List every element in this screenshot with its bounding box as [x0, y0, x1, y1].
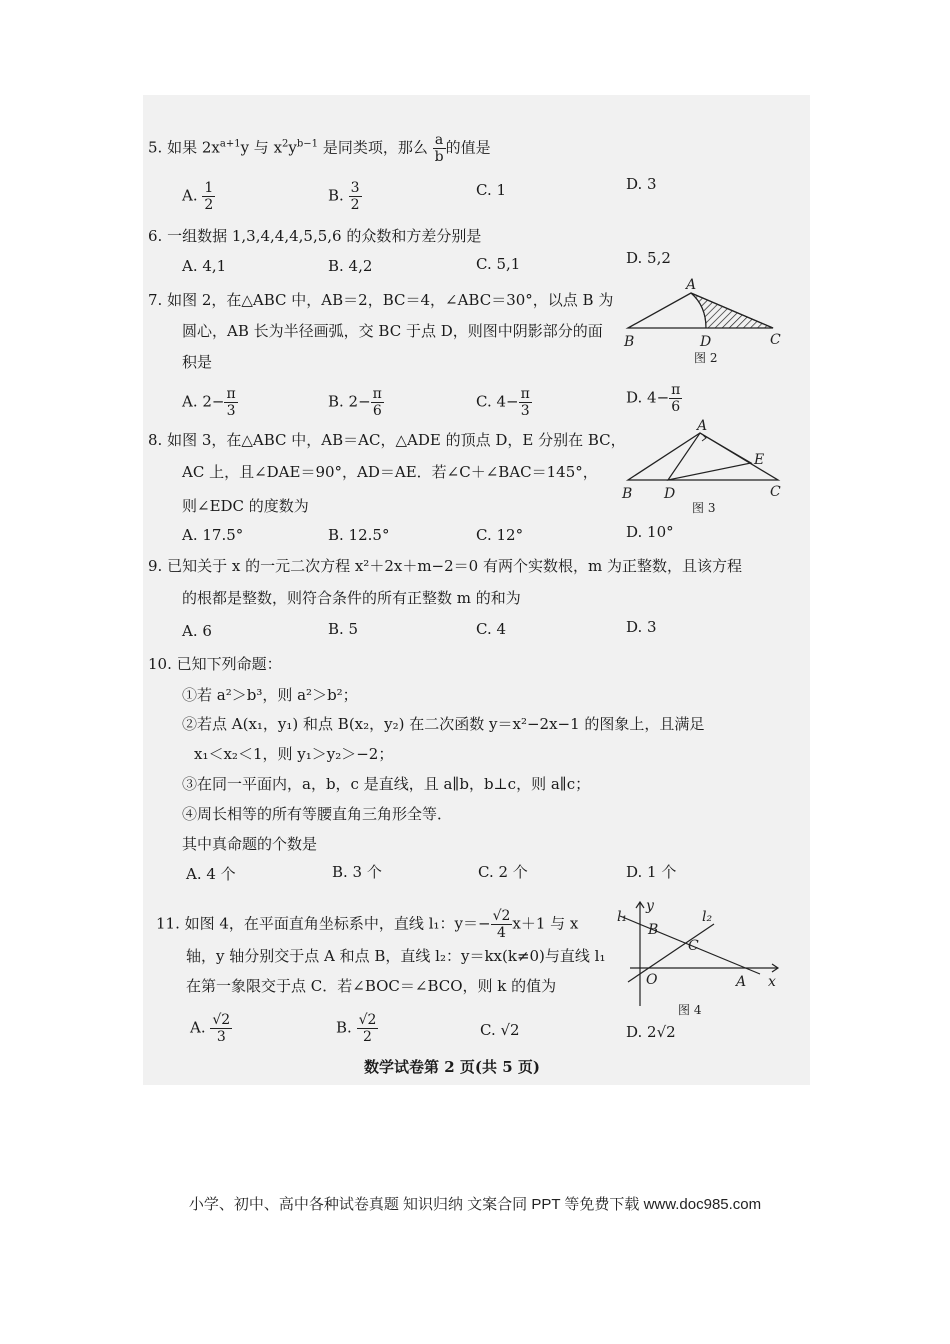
- q6-option-c: C. 5,1: [476, 255, 521, 273]
- label-d: D: [664, 486, 676, 502]
- q7-option-b: B. 2− $\frac{\pi}{6}$: [328, 386, 382, 419]
- q9-line-1: 9. 已知关于 x 的一元二次方程 x²＋2x＋m−2＝0 有两个实数根，m 为正整数，且该方程: [148, 557, 742, 575]
- q9-option-c: C. 4: [476, 620, 507, 638]
- download-note: 小学、初中、高中各种试卷真题 知识归纳 文案合同 PPT 等免费下载 www.doc985.com: [188, 1196, 762, 1213]
- q11-line-3: 在第一象限交于点 C．若∠BOC＝∠BCO，则 k 的值为: [186, 977, 557, 995]
- q8-option-b: B. 12.5°: [328, 526, 390, 544]
- q10-option-a: A. 4 个: [186, 865, 236, 883]
- q5-stem: 5. 如果 $2x^{a+1}y$ 与 $x^2y^{b-1}$ 是同类项，那么 $\frac{a}{b}$ 的值是: [148, 132, 491, 165]
- q8-line-1: 8. 如图 3，在△ABC 中，AB＝AC，△ADE 的顶点 D，E 分别在 BC，: [148, 431, 626, 449]
- label-c: C: [770, 332, 781, 348]
- figure-3-caption: 图 3: [692, 501, 716, 515]
- label-e: E: [754, 452, 765, 468]
- q8-option-d: D. 10°: [626, 523, 674, 541]
- q10-line-1: 10. 已知下列命题：: [148, 655, 282, 673]
- figure-4-caption: 图 4: [678, 1003, 702, 1017]
- q7-line-3: 积是: [182, 353, 213, 371]
- q5-option-d: D. 3: [626, 175, 657, 193]
- q7-option-c: C. 4− $\frac{\pi}{3}$: [476, 386, 530, 419]
- label-l2: l₂: [702, 909, 713, 925]
- label-a: A: [697, 418, 708, 434]
- q6-option-d: D. 5,2: [626, 249, 671, 267]
- label-c: C: [770, 484, 781, 500]
- q11-line-1: 11. 如图 4，在平面直角坐标系中，直线 l₁：y＝− $\frac{√2}{4}$ x＋1 与 x: [156, 908, 579, 941]
- line-l2: [628, 924, 714, 982]
- q9-option-b: B. 5: [328, 620, 359, 638]
- q7-option-d: D. 4− $\frac{\pi}{6}$: [626, 382, 681, 415]
- label-y: y: [646, 898, 654, 914]
- figure-3: [618, 416, 790, 518]
- figure-4: [610, 896, 792, 1022]
- q10-proposition-4: ④周长相等的所有等腰直角三角形全等．: [182, 805, 453, 823]
- label-d: D: [700, 334, 712, 350]
- label-b: B: [622, 486, 633, 502]
- q10-proposition-2: ②若点 A(x₁，y₁) 和点 B(x₂，y₂) 在二次函数 y＝x²−2x−1 的图象上，且满足: [182, 715, 705, 733]
- q11-option-c: C. √2: [480, 1021, 520, 1039]
- q10-option-b: B. 3 个: [332, 863, 382, 881]
- label-a: A: [736, 974, 747, 990]
- q7-line-1: 7. 如图 2，在△ABC 中，AB＝2，BC＝4，∠ABC＝30°，以点 B 为: [148, 291, 614, 309]
- q11-option-a: A. $\frac{√2}{3}$: [190, 1012, 231, 1045]
- label-b: B: [648, 922, 659, 938]
- q10-proposition-1: ①若 a²＞b³，则 a²＞b²；: [182, 686, 358, 704]
- q6-option-b: B. 4,2: [328, 257, 373, 275]
- label-l1: l₁: [617, 909, 628, 925]
- q5-option-b: B. $\frac{3}{2}$: [328, 180, 360, 213]
- q6-option-a: A. 4,1: [182, 257, 227, 275]
- q11-line-2: 轴，y 轴分别交于点 A 和点 B，直线 l₂：y＝kx(k≠0)与直线 l₁: [186, 947, 606, 965]
- q5-option-c: C. 1: [476, 181, 507, 199]
- page-footer: 数学试卷第 2 页(共 5 页): [364, 1058, 540, 1076]
- q10-option-d: D. 1 个: [626, 863, 677, 881]
- label-x: x: [768, 974, 776, 990]
- q9-line-2: 的根都是整数，则符合条件的所有正整数 m 的和为: [182, 589, 521, 607]
- q5-fraction: $\frac{a}{b}$: [434, 132, 444, 165]
- q5-option-a: A. $\frac{1}{2}$: [182, 180, 214, 213]
- q10-ask: 其中真命题的个数是: [182, 835, 318, 853]
- q8-option-c: C. 12°: [476, 526, 524, 544]
- label-o: O: [646, 972, 658, 988]
- label-c: C: [688, 938, 699, 954]
- q10-proposition-3: ③在同一平面内，a，b，c 是直线，且 a∥b，b⊥c，则 a∥c；: [182, 775, 591, 793]
- q8-option-a: A. 17.5°: [182, 526, 244, 544]
- q10-proposition-2b: x₁＜x₂＜1，则 y₁＞y₂＞−2；: [194, 745, 394, 763]
- q6-stem: 6. 一组数据 1,3,4,4,4,5,5,6 的众数和方差分别是: [148, 227, 482, 245]
- q10-option-c: C. 2 个: [478, 863, 528, 881]
- q7-option-a: A. 2− $\frac{\pi}{3}$: [182, 386, 236, 419]
- q11-option-d: D. 2√2: [626, 1023, 676, 1041]
- label-b: B: [624, 334, 635, 350]
- q11-option-b: B. $\frac{√2}{2}$: [336, 1012, 377, 1045]
- q8-line-3: 则∠EDC 的度数为: [182, 497, 309, 515]
- q9-option-d: D. 3: [626, 618, 657, 636]
- figure-2-caption: 图 2: [694, 351, 718, 365]
- label-a: A: [686, 277, 697, 293]
- q7-line-2: 圆心，AB 长为半径画弧，交 BC 于点 D，则图中阴影部分的面: [182, 322, 603, 340]
- q8-line-2: AC 上，且∠DAE＝90°，AD＝AE．若∠C＋∠BAC＝145°，: [182, 463, 598, 481]
- q9-option-a: A. 6: [182, 622, 212, 640]
- figure-2: [618, 276, 788, 368]
